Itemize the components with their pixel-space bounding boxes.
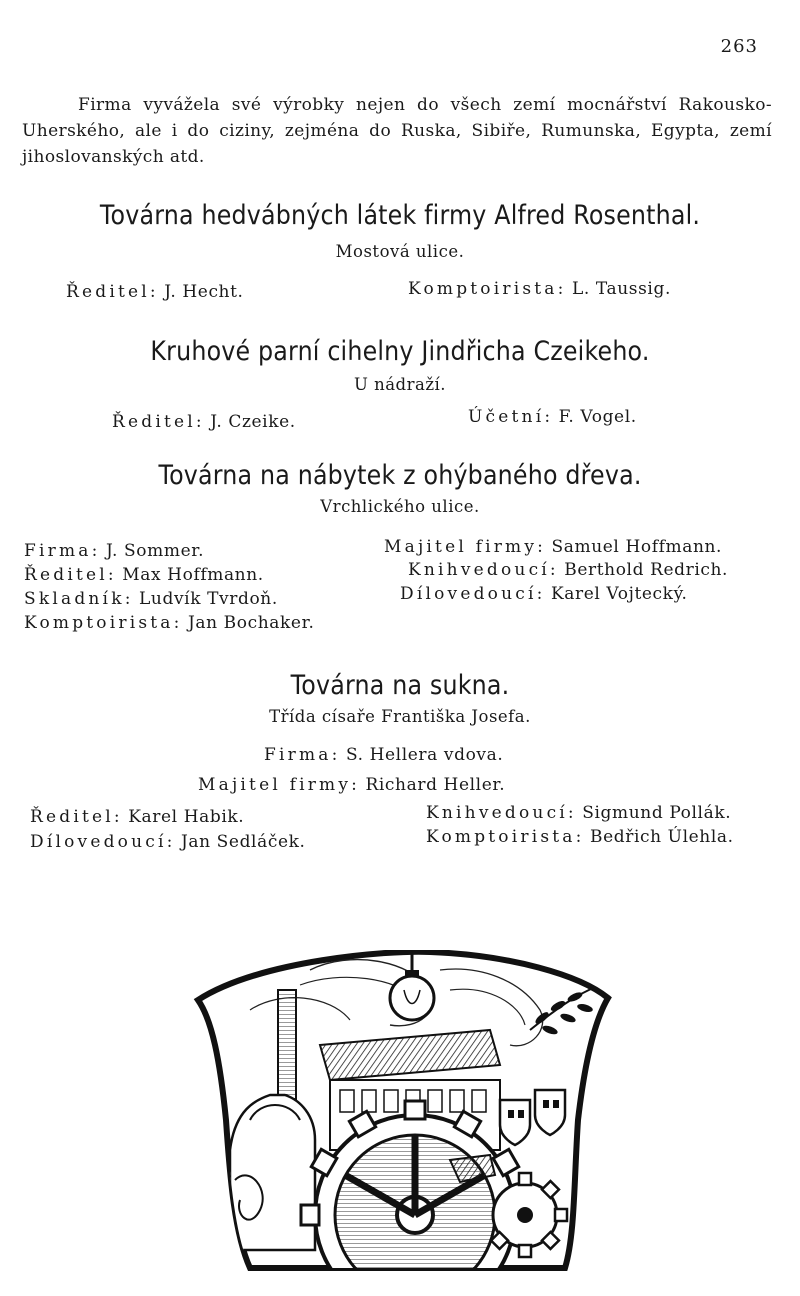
staff-role: Dílovedoucí: bbox=[400, 584, 546, 604]
page-number: 263 bbox=[720, 36, 758, 57]
staff-entry bbox=[408, 560, 728, 580]
staff-role: Firma: bbox=[24, 541, 101, 561]
staff-role: Komptoirista: bbox=[24, 613, 183, 633]
staff-name: Richard Heller. bbox=[365, 775, 506, 795]
section-address: Mostová ulice. bbox=[335, 242, 465, 261]
staff-role: Skladník: bbox=[24, 589, 134, 609]
staff-role: Firma: bbox=[264, 745, 341, 765]
staff-name: F. Vogel. bbox=[558, 407, 637, 427]
staff-name: Berthold Redrich. bbox=[564, 560, 729, 580]
staff-entry bbox=[30, 832, 306, 852]
section-heading-cloth-factory: Továrna na sukna. bbox=[290, 670, 510, 701]
staff-name: Sigmund Pollák. bbox=[582, 803, 732, 823]
staff-name: Samuel Hoffmann. bbox=[551, 537, 723, 557]
staff-name: Jan Bochaker. bbox=[187, 613, 315, 633]
staff-role: Ředitel: bbox=[24, 565, 117, 585]
staff-name: Jan Sedláček. bbox=[180, 832, 306, 852]
staff-entry bbox=[24, 541, 204, 561]
staff-entry bbox=[426, 827, 734, 847]
section-address: Třída císaře Františka Josefa. bbox=[269, 707, 531, 726]
staff-role: Ředitel: bbox=[66, 282, 159, 302]
staff-role: Účetní: bbox=[468, 407, 554, 427]
staff-role: Komptoirista: bbox=[408, 279, 567, 299]
industrial-vignette-illustration bbox=[190, 950, 615, 1278]
section-address: Vrchlického ulice. bbox=[320, 497, 480, 516]
staff-name: Karel Vojtecký. bbox=[550, 584, 688, 604]
staff-entry bbox=[384, 537, 722, 557]
staff-entry bbox=[24, 613, 314, 633]
staff-name: L. Taussig. bbox=[571, 279, 671, 299]
staff-role: Ředitel: bbox=[30, 807, 123, 827]
staff-name: J. Hecht. bbox=[164, 282, 244, 302]
staff-entry bbox=[468, 407, 637, 427]
staff-role: Ředitel: bbox=[112, 412, 205, 432]
staff-name: Max Hoffmann. bbox=[122, 565, 264, 585]
staff-name: J. Czeike. bbox=[210, 412, 296, 432]
staff-role: Majitel firmy: bbox=[198, 775, 361, 795]
staff-name: Bedřich Úlehla. bbox=[589, 827, 734, 847]
staff-entry bbox=[30, 807, 244, 827]
section-address: U nádraží. bbox=[353, 375, 447, 394]
staff-role: Dílovedoucí: bbox=[30, 832, 176, 852]
staff-entry bbox=[400, 584, 688, 604]
section-heading-brickworks: Kruhové parní cihelny Jindřicha Czeikeho. bbox=[150, 336, 650, 367]
staff-role: Knihvedoucí: bbox=[408, 560, 559, 580]
staff-role: Knihvedoucí: bbox=[426, 803, 577, 823]
staff-name: J. Sommer. bbox=[105, 541, 205, 561]
staff-name: S. Hellera vdova. bbox=[345, 745, 504, 765]
intro-paragraph bbox=[22, 92, 772, 170]
staff-entry bbox=[66, 282, 244, 302]
staff-entry bbox=[408, 279, 671, 299]
staff-entry bbox=[426, 803, 731, 823]
staff-name: Karel Habik. bbox=[128, 807, 245, 827]
section-heading-silk-factory: Továrna hedvábných látek firmy Alfred Rosenthal. bbox=[99, 200, 701, 231]
staff-entry bbox=[24, 589, 278, 609]
staff-entry bbox=[24, 565, 264, 585]
staff-entry bbox=[264, 745, 503, 765]
staff-entry bbox=[112, 412, 296, 432]
intro-text: Firma vyvážela své výrobky nejen do všech zemí mocnářství Rakousko-Uherského, ale i do ciziny, zejména do Ruska, Sibiře, Rumunska, Egypta, zemí jihoslovanských atd. bbox=[22, 95, 772, 167]
staff-role: Majitel firmy: bbox=[384, 537, 547, 557]
staff-role: Komptoirista: bbox=[426, 827, 585, 847]
staff-entry bbox=[198, 775, 505, 795]
section-heading-furniture-factory: Továrna na nábytek z ohýbaného dřeva. bbox=[158, 460, 642, 491]
staff-name: Ludvík Tvrdoň. bbox=[139, 589, 278, 609]
